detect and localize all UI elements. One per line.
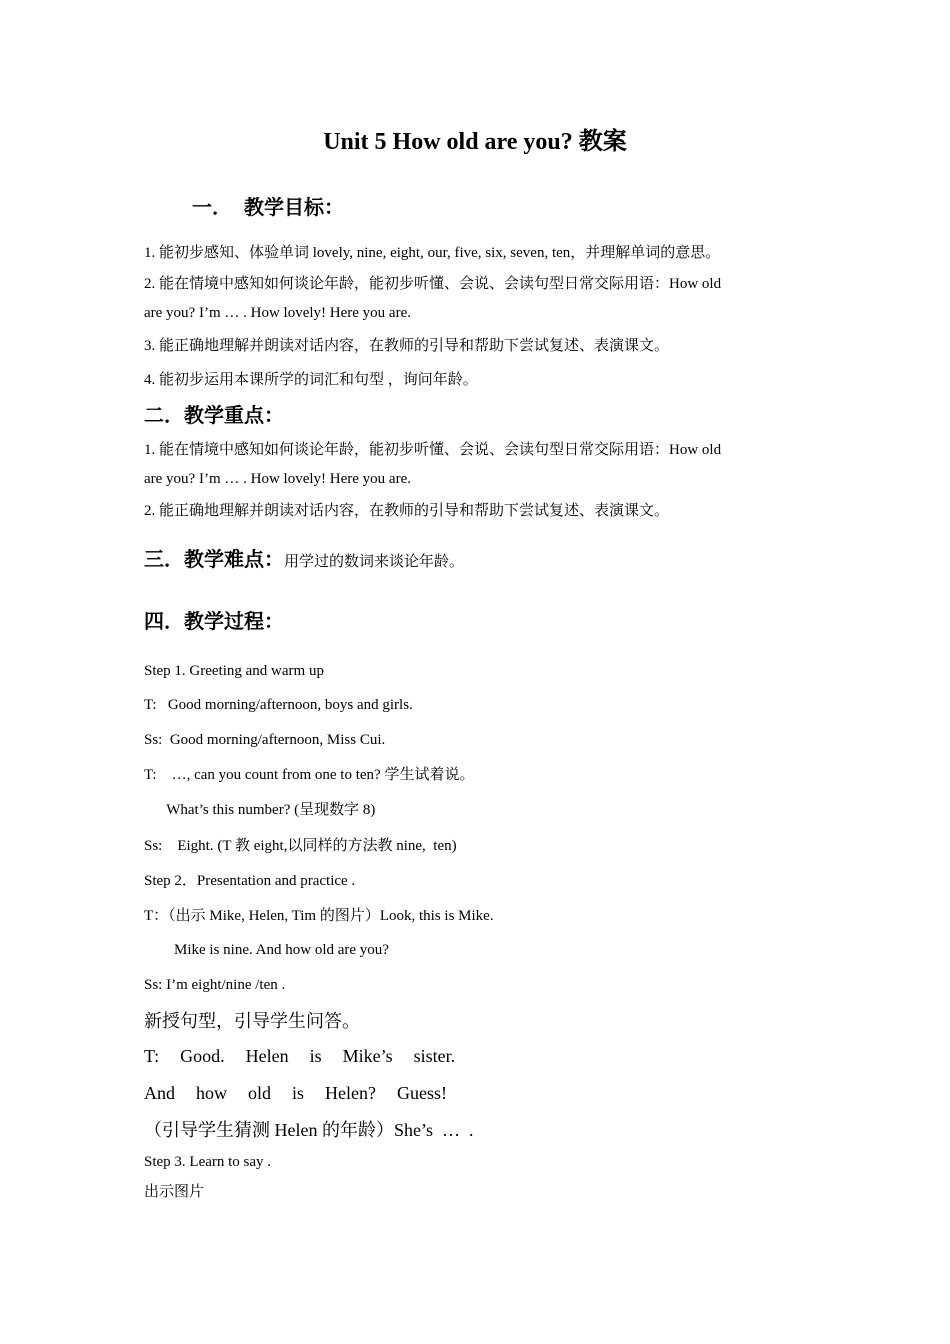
process-big-line: 新授句型，引导学生问答。 (144, 1011, 360, 1031)
process-line: Mike is nine. And how old are you? (144, 942, 389, 958)
section-heading-process: 四．教学过程： (144, 611, 284, 633)
process-big-line: And how old is Helen? Guess! (144, 1083, 447, 1103)
process-line: Ss: Eight. (T 教 eight,以同样的方法教 nine, ten) (144, 838, 457, 854)
key-point-item-2: 2. 能正确地理解并朗读对话内容，在教师的引导和帮助下尝试复述、表演课文。 (144, 503, 670, 519)
difficulty-text: 用学过的数词来谈论年龄。 (284, 554, 465, 570)
objective-item-4: 4. 能初步运用本课所学的词汇和句型 ，询问年龄。 (144, 372, 478, 388)
process-line: T: …, can you count from one to ten? 学生试着说。 (144, 767, 475, 783)
objective-item-3: 3. 能正确地理解并朗读对话内容，在教师的引导和帮助下尝试复述、表演课文。 (144, 338, 670, 354)
page-title: Unit 5 How old are you? 教案 (323, 129, 627, 155)
process-line: T: Good morning/afternoon, boys and girls. (144, 697, 413, 713)
objective-item-2-cont: are you? I’m … . How lovely! Here you are. (144, 305, 411, 321)
objective-item-2: 2. 能在情境中感知如何谈论年龄，能初步听懂、会说、会读句型日常交际用语：How old (144, 276, 722, 292)
process-line-step1: Step 1. Greeting and warm up (144, 663, 324, 679)
process-line-step2: Step 2．Presentation and practice . (144, 873, 356, 889)
process-line: T：（出示 Mike, Helen, Tim 的图片）Look, this is Mike. (144, 908, 494, 924)
key-point-item-1-cont: are you? I’m … . How lovely! Here you are. (144, 471, 411, 487)
section-title: 教学目标： (244, 197, 344, 219)
process-big-line: （引导学生猜测 Helen 的年龄）She’s … . (144, 1120, 474, 1140)
section-heading-difficulties (144, 546, 464, 576)
process-line-step3: Step 3. Learn to say . (144, 1154, 272, 1170)
section-number: 一． (192, 197, 232, 219)
key-point-item-1: 1. 能在情境中感知如何谈论年龄，能初步听懂、会说、会读句型日常交际用语：How old (144, 442, 722, 458)
process-line: Ss: Good morning/afternoon, Miss Cui. (144, 732, 386, 748)
section-heading-key-points: 二．教学重点： (144, 405, 284, 427)
section-title: 三．教学难点： (144, 549, 284, 571)
process-line: What’s this number? (呈现数字 8) (144, 802, 376, 818)
section-heading-objectives (192, 194, 344, 222)
objective-item-1: 1. 能初步感知、体验单词 lovely, nine, eight, our, five, six, seven, ten，并理解单词的意思。 (144, 245, 721, 261)
process-line: Ss: I’m eight/nine /ten . (144, 977, 286, 993)
process-big-line: T: Good. Helen is Mike’s sister. (144, 1046, 456, 1066)
process-line: 出示图片 (144, 1184, 205, 1200)
